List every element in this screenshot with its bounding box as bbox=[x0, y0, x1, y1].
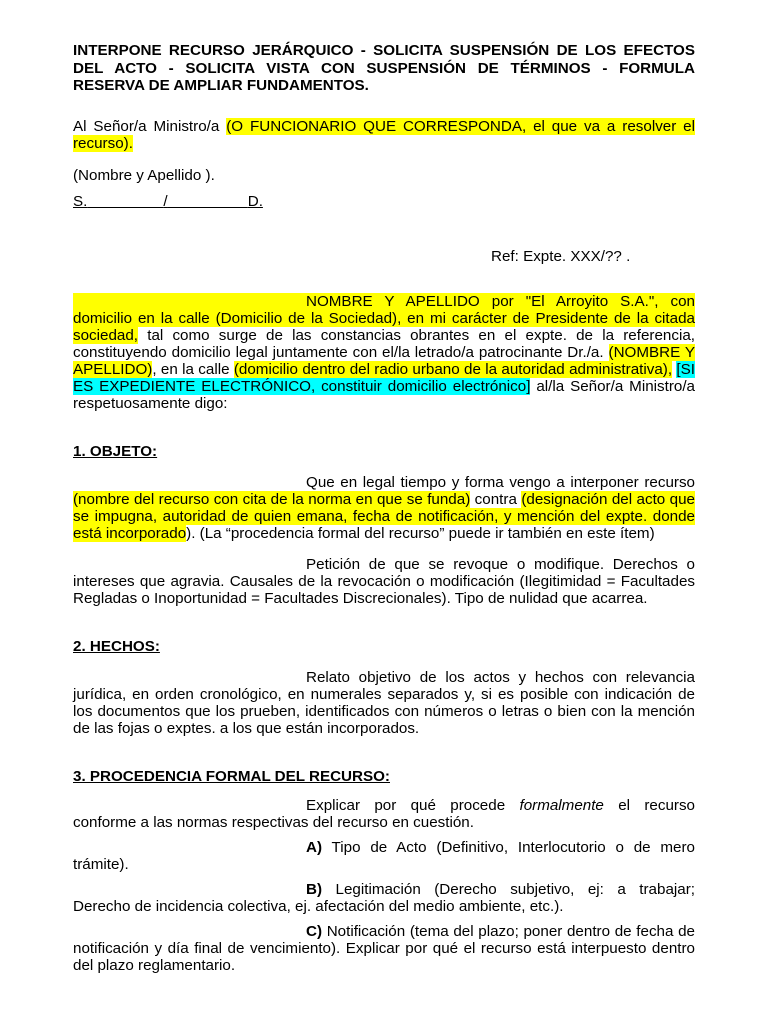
item-c-text: Notificación (tema del plazo; poner dentro de fecha de notificación y día final de vencimiento). Explicar por qué el recurso está interpuesto dentro del plazo reglamentario. bbox=[73, 922, 695, 974]
s1-text-b: contra bbox=[470, 490, 522, 508]
section-1-paragraph-1 bbox=[73, 474, 695, 542]
intro-paragraph bbox=[73, 293, 695, 412]
addressee-prefix: Al Señor/a Ministro/a bbox=[73, 117, 227, 135]
section-1-heading: 1. OBJETO: bbox=[73, 442, 158, 460]
section-3-item-a bbox=[73, 839, 695, 873]
sd-s: S. bbox=[73, 192, 88, 210]
addressee-name: (Nombre y Apellido ). bbox=[73, 166, 215, 184]
item-c-label: C) bbox=[306, 922, 323, 940]
intro-text-1: tal como surge de las constancias obrantes en el expte. de la referencia, constituyendo domicilio legal juntamente con el/la letrado/a patrocinante Dr./a. bbox=[73, 326, 695, 361]
s1-hl-acto: (designación del acto que se impugna, autoridad de quien emana, fecha de notificación, y mención del expte. donde está incorporado bbox=[73, 490, 695, 542]
section-3-item-c bbox=[73, 923, 695, 974]
document-title: INTERPONE RECURSO JERÁRQUICO - SOLICITA SUSPENSIÓN DE LOS EFECTOS DEL ACTO - SOLICITA VISTA CON SUSPENSIÓN DE TÉRMINOS - FORMULA RESERVA DE AMPLIAR FUNDAMENTOS. bbox=[73, 42, 695, 94]
section-2-heading: 2. HECHOS: bbox=[73, 637, 160, 655]
s1-text-c: ). (La “procedencia formal del recurso” puede ir también en este ítem) bbox=[186, 524, 655, 542]
item-b-text: Legitimación (Derecho subjetivo, ej: a trabajar; Derecho de incidencia colectiva, ej. afectación del medio ambiente, etc.). bbox=[73, 880, 695, 915]
s3-italic: formalmente bbox=[519, 796, 604, 814]
item-b-label: B) bbox=[306, 880, 323, 898]
section-2-paragraph-1: Relato objetivo de los actos y hechos con relevancia jurídica, en orden cronológico, en numerales separados y, si es posible con indicación de los documentos que los prueben, identificados con números o letras o bien con la mención de las fojas o exptes. a los que están incorporados. bbox=[73, 668, 695, 737]
sd-line bbox=[73, 193, 695, 210]
s3-text-a: Explicar por qué procede bbox=[306, 796, 520, 814]
sd-slash: / bbox=[163, 192, 168, 210]
intro-text-2: , en la calle bbox=[152, 360, 234, 378]
intro-hl-name: NOMBRE Y APELLIDO por "El Arroyito S.A.", con domicilio en la calle (Domicilio de la Sociedad), en mi carácter de Presidente de la citada sociedad, bbox=[73, 292, 695, 344]
document-page bbox=[73, 42, 695, 974]
sd-d: D. bbox=[247, 192, 263, 210]
item-a-text: Tipo de Acto (Definitivo, Interlocutorio o de mero trámite). bbox=[73, 838, 695, 873]
section-1-paragraph-2: Petición de que se revoque o modifique. Derechos o intereses que agravia. Causales de la revocación o modificación (Ilegitimidad = Facultades Regladas o Inoportunidad = Facultades Discrecionales). Tipo de nulidad que acarrea. bbox=[73, 555, 695, 607]
addressee-highlight: (O FUNCIONARIO QUE CORRESPONDA, el que va a resolver el recurso). bbox=[73, 117, 695, 152]
item-a-label: A) bbox=[306, 838, 323, 856]
intro-cyan-electronic: [SI ES EXPEDIENTE ELECTRÓNICO, constituir domicilio electrónico] bbox=[73, 360, 695, 395]
reference: Ref: Expte. XXX/?? . bbox=[491, 247, 631, 265]
intro-hl-lawyer: (NOMBRE Y APELLIDO) bbox=[73, 343, 695, 378]
section-3-item-b bbox=[73, 881, 695, 915]
addressee-line bbox=[73, 118, 695, 152]
s1-hl-recurso: (nombre del recurso con cita de la norma en que se funda) bbox=[73, 490, 471, 508]
section-3-heading: 3. PROCEDENCIA FORMAL DEL RECURSO: bbox=[73, 767, 390, 785]
sd-underline bbox=[73, 193, 263, 210]
s3-text-b: el recurso conforme a las normas respectivas del recurso en cuestión. bbox=[73, 796, 695, 831]
section-3-paragraph-1 bbox=[73, 797, 695, 831]
intro-text-4: al/la Señor/a Ministro/a respetuosamente digo: bbox=[73, 377, 696, 412]
s1-text-a: Que en legal tiempo y forma vengo a interponer recurso bbox=[306, 473, 695, 491]
intro-hl-domicile: (domicilio dentro del radio urbano de la autoridad administrativa), bbox=[233, 360, 673, 378]
